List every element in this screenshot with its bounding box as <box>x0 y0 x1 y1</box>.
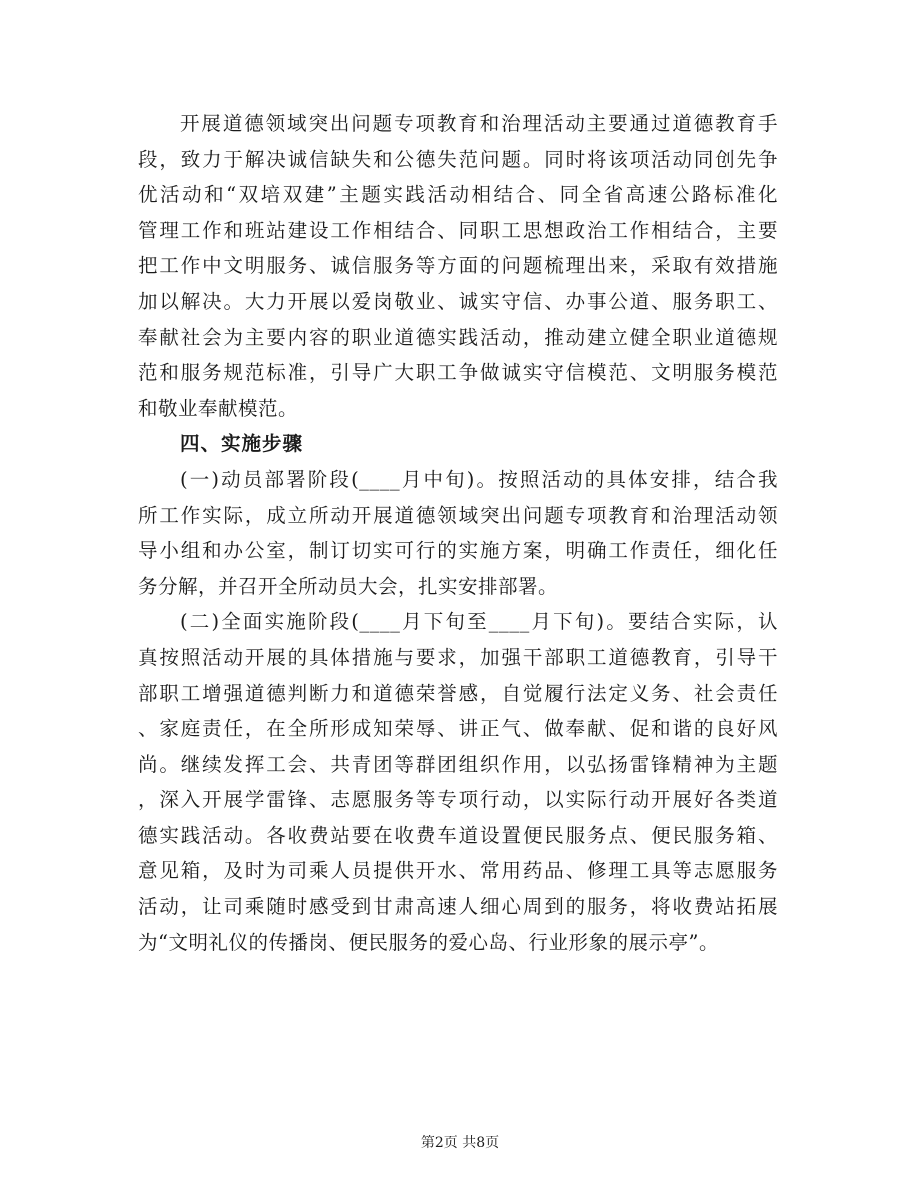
text-line: 优活动和“双培双建”主题实践活动相结合、同全省高速公路标准化 <box>138 183 778 207</box>
text-line: 段，致力于解决诚信缺失和公德失范问题。同时将该项活动同创先争 <box>138 147 778 171</box>
text-line: 所工作实际，成立所动开展道德领域突出问题专项教育和治理活动领 <box>138 503 778 527</box>
text-line: ，深入开展学雷锋、志愿服务等专项行动，以实际行动开展好各类道 <box>138 788 778 812</box>
text-line: 务分解，并召开全所动员大会，扎实安排部署。 <box>138 574 559 598</box>
paragraph-3 <box>138 604 778 960</box>
text-line: 部职工增强道德判断力和道德荣誉感，自觉履行法定义务、社会责任 <box>138 681 778 705</box>
text-line: 尚。继续发挥工会、共青团等群团组织作用，以弘扬雷锋精神为主题 <box>138 752 778 776</box>
text-line: (二)全面实施阶段(____月下旬至____月下旬)。要结合实际，认 <box>180 610 778 634</box>
text-line: 活动，让司乘随时感受到甘肃高速人细心周到的服务，将收费站拓展 <box>138 895 778 919</box>
text-line: (一)动员部署阶段(____月中旬)。按照活动的具体安排，结合我 <box>180 467 778 491</box>
paragraph-2 <box>138 462 778 604</box>
document-body <box>138 106 778 960</box>
text-line: 开展道德领域突出问题专项教育和治理活动主要通过道德教育手 <box>180 112 778 135</box>
text-line: 把工作中文明服务、诚信服务等方面的问题梳理出来，采取有效措施 <box>138 254 778 278</box>
page-number-footer: 第2页 共8页 <box>420 1135 500 1151</box>
text-line: 奉献社会为主要内容的职业道德实践活动，推动建立健全职业道德规 <box>138 325 778 349</box>
text-line: 德实践活动。各收费站要在收费车道设置便民服务点、便民服务箱、 <box>138 823 778 847</box>
text-line: 加以解决。大力开展以爱岗敬业、诚实守信、办事公道、服务职工、 <box>138 289 778 313</box>
section-heading: 四、实施步骤 <box>180 432 304 456</box>
text-line: 范和服务规范标准，引导广大职工争做诚实守信模范、文明服务模范 <box>138 361 778 385</box>
text-line: 和敬业奉献模范。 <box>138 396 299 420</box>
text-line: 真按照活动开展的具体措施与要求，加强干部职工道德教育，引导干 <box>138 645 778 669</box>
text-line: 、家庭责任，在全所形成知荣辱、讲正气、做奉献、促和谐的良好风 <box>138 717 778 741</box>
text-line: 为“文明礼仪的传播岗、便民服务的爱心岛、行业形象的展示亭”。 <box>138 930 719 954</box>
paragraph-1 <box>138 106 778 426</box>
text-line: 导小组和办公室，制订切实可行的实施方案，明确工作责任，细化任 <box>138 539 778 563</box>
text-line: 管理工作和班站建设工作相结合、同职工思想政治工作相结合，主要 <box>138 218 778 242</box>
text-line: 意见箱，及时为司乘人员提供开水、常用药品、修理工具等志愿服务 <box>138 859 778 883</box>
